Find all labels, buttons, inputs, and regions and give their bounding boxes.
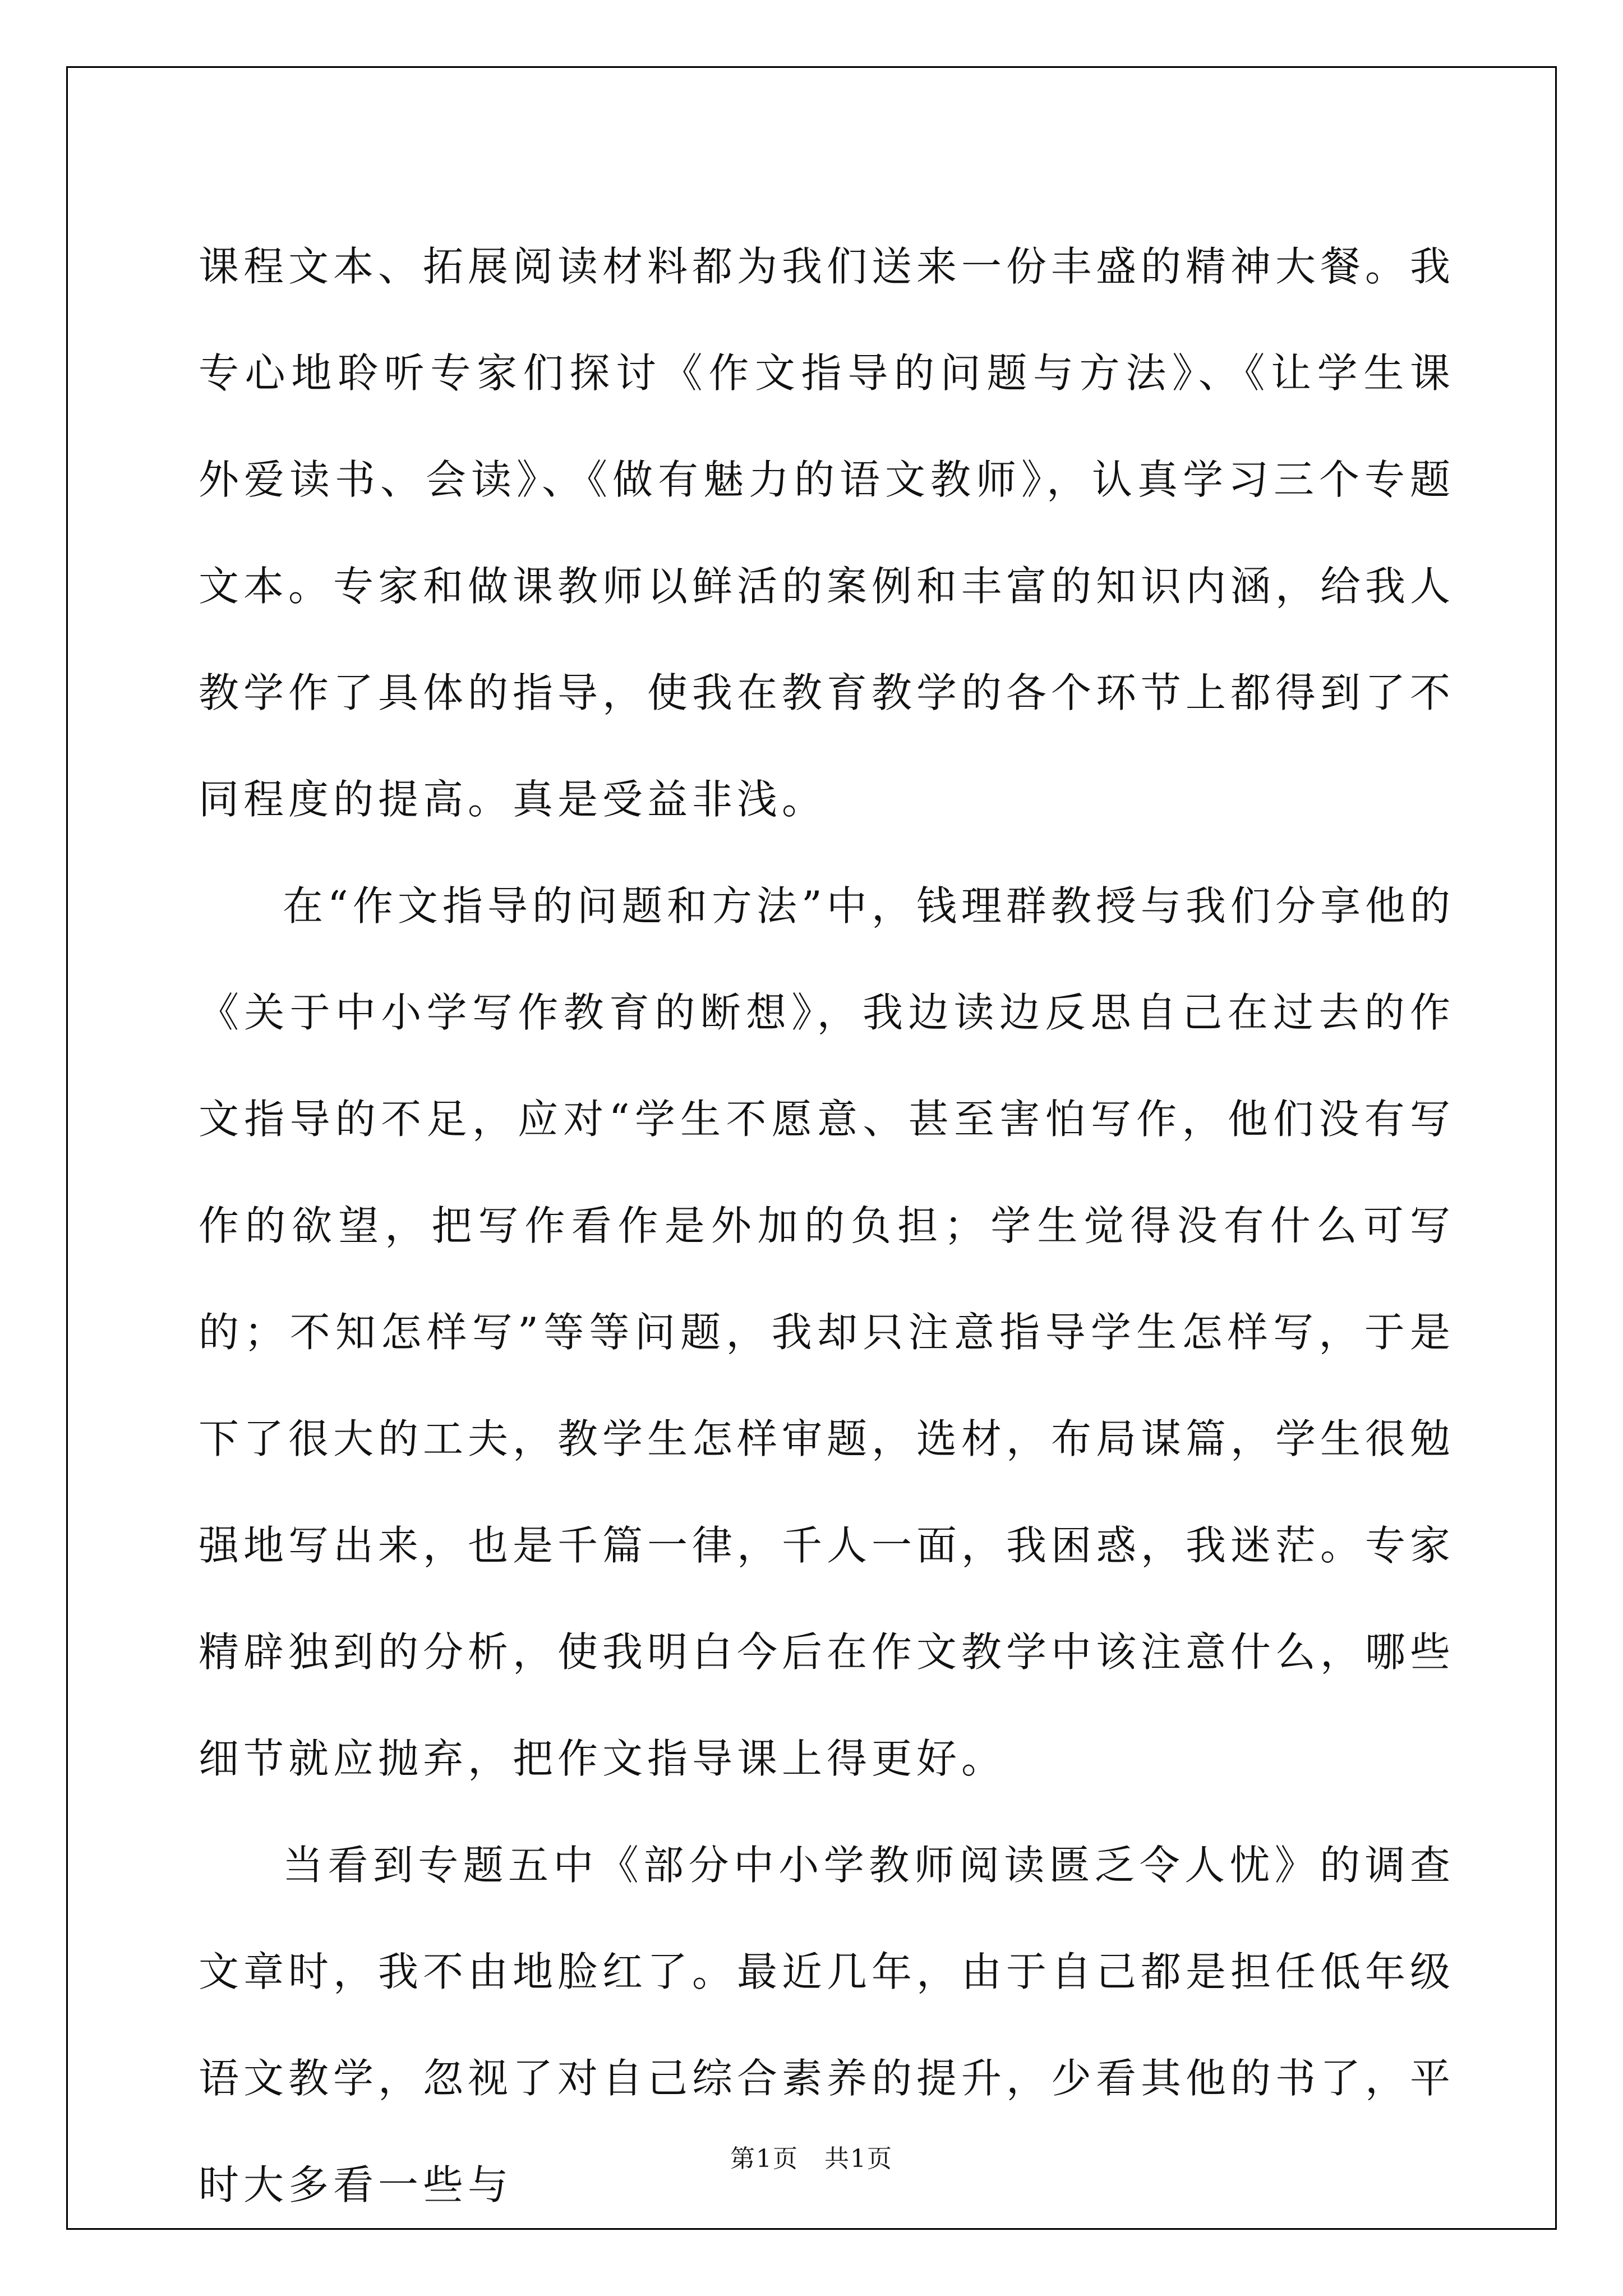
paragraph-2: 在“作文指导的问题和方法”中，钱理群教授与我们分享他的《关于中小学写作教育的断想》，我边读边反思自己在过去的作文指导的不足，应对“学生不愿意、甚至害怕写作，他们没有写作的欲望，把写作看作是外加的负担；学生觉得没有什么可写的；不知怎样写”等等问题，我却只注意指导学生怎样写，于是下了很大的工夫，教学生怎样审题，选材，布局谋篇，学生很勉强地写出来，也是千篇一律，千人一面，我困惑，我迷茫。专家精辟独到的分析，使我明白今后在作文教学中该注意什么，哪些细节就应抛弃，把作文指导课上得更好。: [199, 882, 1455, 1782]
document-body: [199, 213, 1455, 2238]
paragraph-1: 课程文本、拓展阅读材料都为我们送来一份丰盛的精神大餐。我专心地聆听专家们探讨《作文指导的问题与方法》、《让学生课外爱读书、会读》、《做有魅力的语文教师》，认真学习三个专题文本。专家和做课教师以鲜活的案例和丰富的知识内涵，给我人教学作了具体的指导，使我在教育教学的各个环节上都得到了不同程度的提高。真是受益非浅。: [199, 243, 1455, 823]
page-footer: 第1页 共1页: [730, 2145, 893, 2173]
paragraph-3: 当看到专题五中《部分中小学教师阅读匮乏令人忧》的调查文章时，我不由地脸红了。最近几年，由于自己都是担任低年级语文教学，忽视了对自己综合素养的提升，少看其他的书了，平时大多看一些与: [199, 1842, 1455, 2208]
